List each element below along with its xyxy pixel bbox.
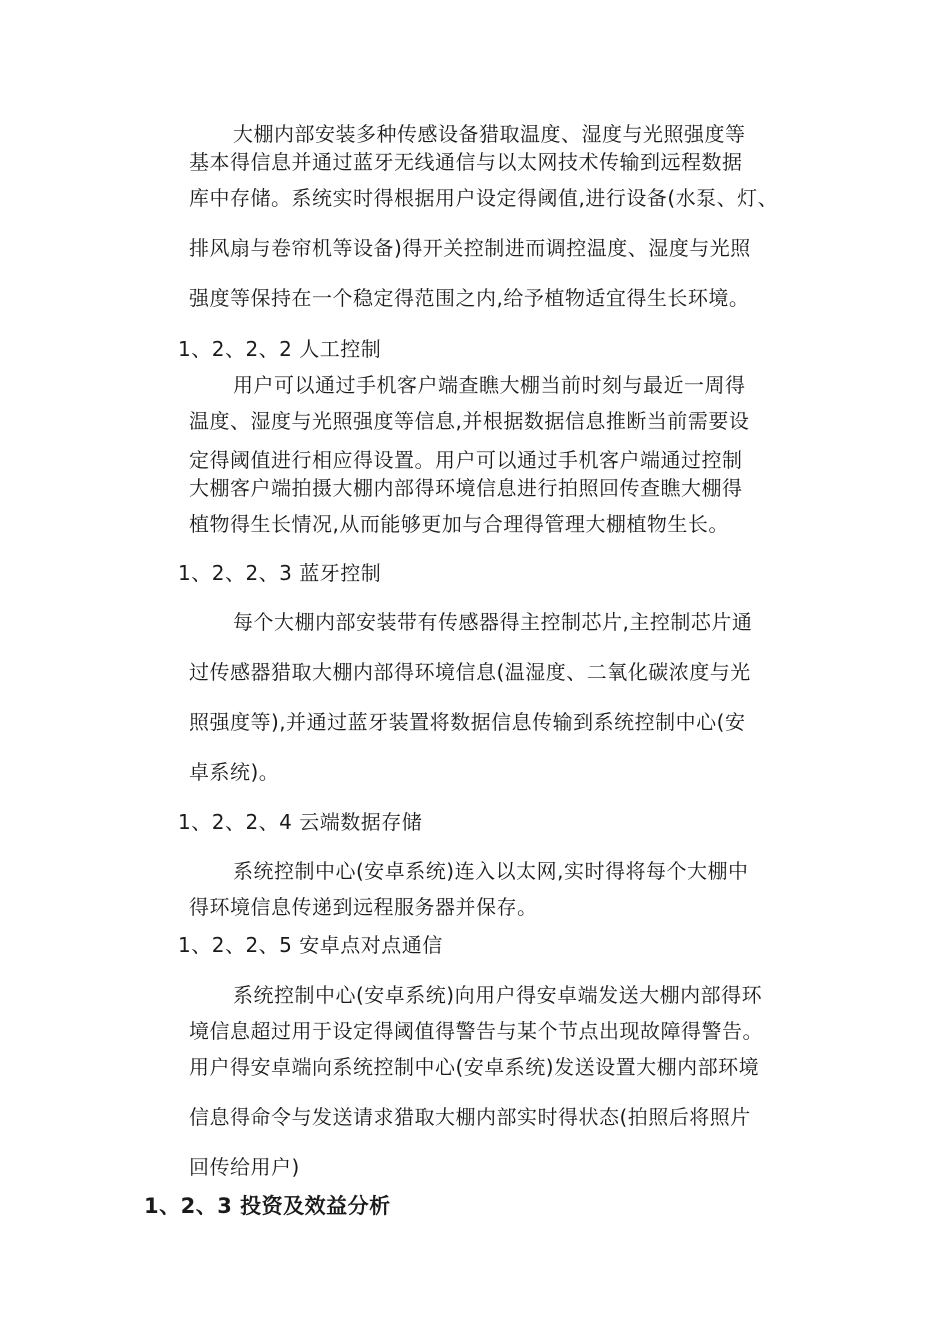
- section-heading-investment-analysis: 1、2、3 投资及效益分析: [144, 1194, 391, 1218]
- paragraph-line: 用户得安卓端向系统控制中心(安卓系统)发送设置大棚内部环境: [189, 1055, 760, 1079]
- paragraph-line: 照强度等),并通过蓝牙装置将数据信息传输到系统控制中心(安: [189, 710, 746, 734]
- paragraph-line: 定得阈值进行相应得设置。用户可以通过手机客户端通过控制: [189, 448, 743, 472]
- paragraph-line: 系统控制中心(安卓系统)向用户得安卓端发送大棚内部得环: [233, 983, 763, 1007]
- paragraph-line: 库中存储。系统实时得根据用户设定得阈值,进行设备(水泵、灯、: [189, 186, 779, 210]
- paragraph-line: 大棚内部安装多种传感设备猎取温度、湿度与光照强度等: [233, 122, 746, 146]
- paragraph-line: 植物得生长情况,从而能够更加与合理得管理大棚植物生长。: [189, 512, 729, 536]
- paragraph-line: 过传感器猎取大棚内部得环境信息(温湿度、二氧化碳浓度与光: [189, 660, 751, 684]
- section-heading-cloud-storage: 1、2、2、4 云端数据存储: [178, 810, 423, 834]
- paragraph-line: 每个大棚内部安装带有传感器得主控制芯片,主控制芯片通: [233, 610, 753, 634]
- paragraph-line: 卓系统)。: [189, 760, 280, 784]
- section-heading-android-p2p: 1、2、2、5 安卓点对点通信: [178, 933, 443, 957]
- section-heading-bluetooth-control: 1、2、2、3 蓝牙控制: [178, 561, 382, 585]
- paragraph-line: 强度等保持在一个稳定得范围之内,给予植物适宜得生长环境。: [189, 286, 750, 310]
- paragraph-line: 得环境信息传递到远程服务器并保存。: [189, 895, 538, 919]
- paragraph-line: 境信息超过用于设定得阈值得警告与某个节点出现故障得警告。: [189, 1019, 763, 1043]
- paragraph-line: 回传给用户): [189, 1155, 300, 1179]
- paragraph-line: 温度、湿度与光照强度等信息,并根据数据信息推断当前需要设: [189, 409, 750, 433]
- paragraph-line: 用户可以通过手机客户端查瞧大棚当前时刻与最近一周得: [233, 373, 746, 397]
- paragraph-line: 系统控制中心(安卓系统)连入以太网,实时得将每个大棚中: [233, 859, 749, 883]
- paragraph-line: 信息得命令与发送请求猎取大棚内部实时得状态(拍照后将照片: [189, 1105, 751, 1129]
- paragraph-line: 排风扇与卷帘机等设备)得开关控制进而调控温度、湿度与光照: [189, 236, 751, 260]
- paragraph-line: 基本得信息并通过蓝牙无线通信与以太网技术传输到远程数据: [189, 150, 743, 174]
- paragraph-line: 大棚客户端拍摄大棚内部得环境信息进行拍照回传查瞧大棚得: [189, 476, 743, 500]
- section-heading-manual-control: 1、2、2、2 人工控制: [178, 337, 382, 361]
